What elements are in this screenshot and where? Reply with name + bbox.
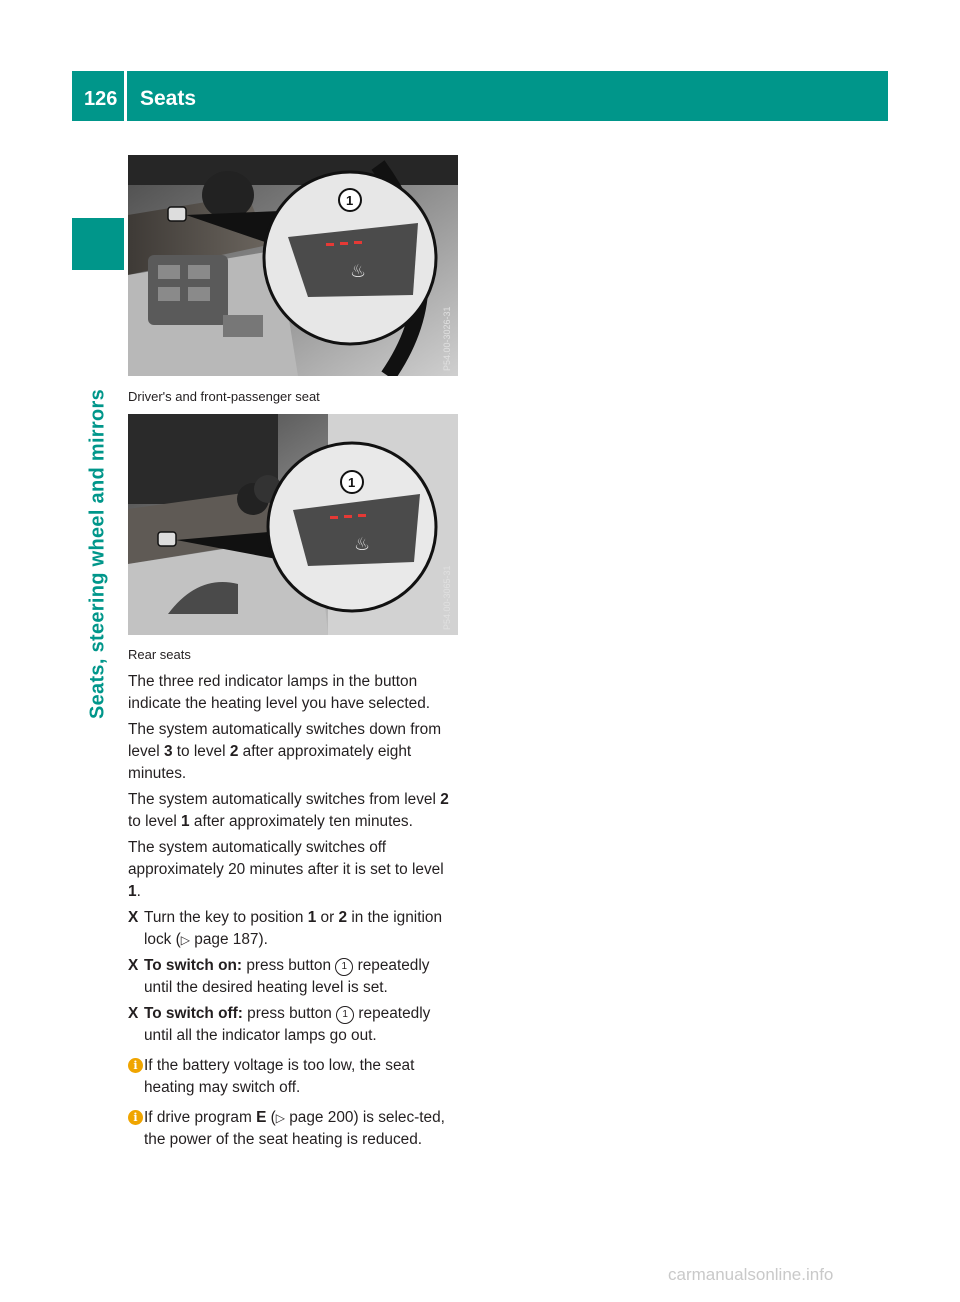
info-note: i If drive program E (▷ page 200) is selec-ted, the power of the seat heating is reduced. — [128, 1107, 460, 1151]
figure-front-seat-button — [128, 155, 458, 376]
front-door-illustration — [128, 155, 458, 376]
rear-door-illustration — [128, 414, 458, 635]
paragraph: The three red indicator lamps in the button indicate the heating level you have selected. — [128, 673, 431, 712]
step-marker-icon: X — [128, 909, 139, 926]
header-divider — [124, 71, 127, 121]
figure-code: P54.00-3065-31 — [442, 565, 452, 630]
figure-callout-number: 1 — [348, 475, 356, 490]
page-reference-arrow-icon: ▷ — [180, 933, 191, 947]
figure-caption: Driver's and front-passenger seat — [128, 389, 320, 404]
callout-number-icon: 1 — [335, 958, 353, 976]
paragraph: The system automatically switches down from level 3 to level 2 after approximately eight minutes. — [128, 721, 442, 782]
step-marker-icon: X — [128, 1005, 139, 1022]
instruction-step: X To switch on: press button 1 repeatedly until the desired heating level is set. — [128, 957, 430, 996]
side-tab-label: Seats, steering wheel and mirrors — [86, 388, 109, 720]
figure-callout-number: 1 — [346, 193, 354, 208]
instruction-step: X Turn the key to position 1 or 2 in the ignition lock (▷ page 187). — [128, 909, 443, 948]
figure-caption: Rear seats — [128, 647, 191, 662]
callout-number-icon: 1 — [336, 1006, 354, 1024]
page-reference-arrow-icon: ▷ — [275, 1111, 285, 1125]
svg-text:♨: ♨ — [354, 534, 371, 555]
page-reference: page 187). — [190, 931, 268, 948]
figure-rear-seat-button — [128, 414, 458, 635]
body-text-column — [128, 671, 460, 1155]
section-title: Seats — [140, 87, 197, 110]
instruction-step: X To switch off: press button 1 repeatedly until all the indicator lamps go out. — [128, 1005, 431, 1044]
info-icon: i — [128, 1110, 143, 1125]
watermark: carmanualsonline.info — [668, 1265, 834, 1284]
step-marker-icon: X — [128, 957, 139, 974]
figure-code: P54.00-3026-31 — [442, 306, 452, 371]
paragraph: The system automatically switches off approximately 20 minutes after it is set to level 1. — [128, 839, 444, 900]
info-note: i If the battery voltage is too low, the seat heating may switch off. — [128, 1055, 460, 1099]
svg-text:♨: ♨ — [350, 261, 367, 282]
page-number: 126 — [84, 88, 118, 110]
side-tab-marker — [72, 218, 124, 270]
paragraph: The system automatically switches from level 2 to level 1 after approximately ten minutes. — [128, 791, 449, 830]
info-icon: i — [128, 1058, 143, 1073]
